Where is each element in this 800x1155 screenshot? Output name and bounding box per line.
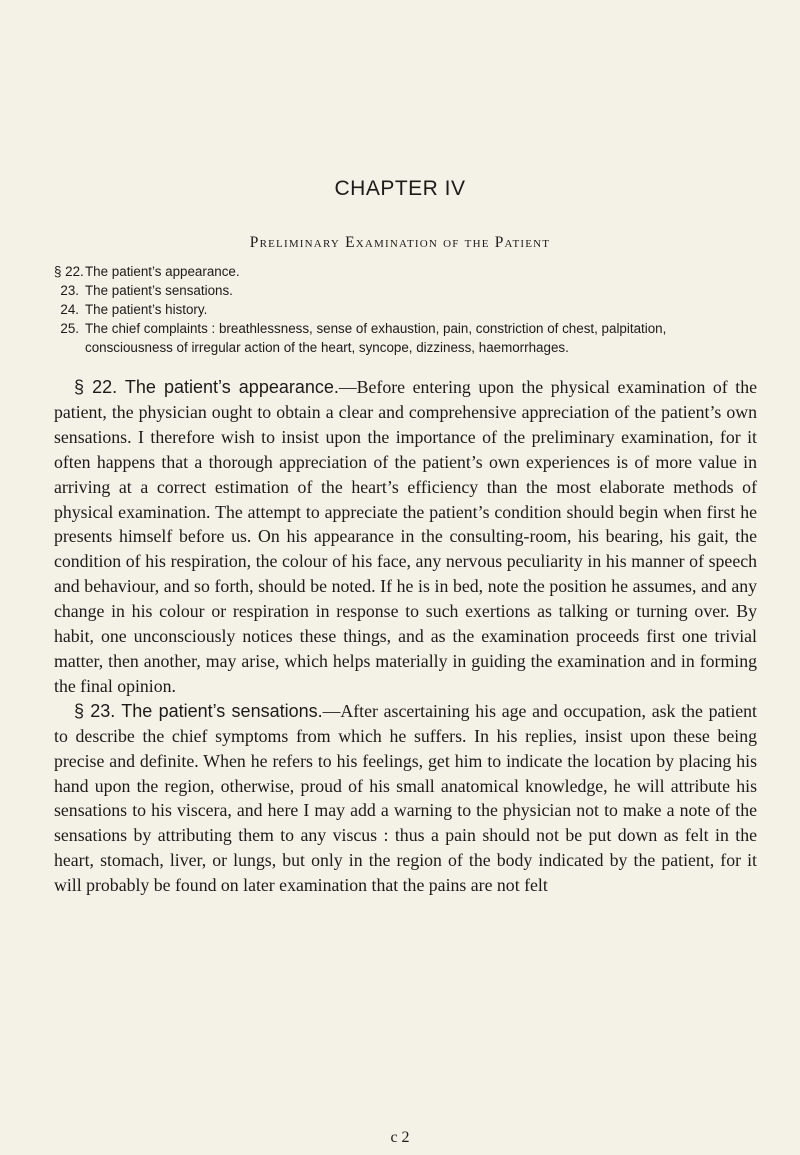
contents-item-text: The patient’s appearance. (85, 264, 240, 279)
chapter-subtitle: Preliminary Examination of the Patient (249, 234, 551, 251)
chapter-title: CHAPTER IV (334, 177, 466, 200)
contents-item-text: The patient’s history. (85, 302, 208, 317)
contents-item-number: § 22. (54, 264, 84, 279)
section-text: —After ascertaining his age and occupation, ask the patient to describe the chief symptoms from which he suffers. In his replies, insist upon these being precise and definite. When he refers to his feelings, get him to indicate the location by placing his hand upon the region, otherwise, proud of his small anatomical knowledge, he will attribute his sensations to his viscera, and here I may add a warning to the physician not to make a note of the sensations by attributing them to any viscus : thus a pain should not be put down as felt in the heart, stomach, liver, or lungs, but only in the region of the body indicated by the patient, for it will probably be found on later examination that the pains are not felt (54, 700, 757, 896)
section-heading: § 23. The patient’s sensations. (74, 700, 323, 721)
signature-mark: c 2 (390, 1129, 410, 1146)
chapter-contents (54, 262, 754, 357)
contents-item-number: 23. (60, 283, 79, 298)
contents-item-number: 24. (60, 302, 79, 317)
section-heading: § 22. The patient’s appearance. (74, 377, 339, 397)
section-paragraph (54, 375, 757, 699)
section-paragraph (54, 699, 757, 898)
contents-item (54, 281, 754, 300)
section-text: —Before entering upon the physical examination of the patient, the physician ought to obtain a clear and comprehensive appreciation of the patient’s own sensations. I therefore wish to insist upon the importance of the preliminary examination, for it often happens that a thorough appreciation of the patient’s own experiences is of more value in arriving at a correct estimation of the heart’s efficiency than the most elaborate methods of physical examination. The attempt to appreciate the patient’s condition should begin when first he presents himself before us. On his appearance in the consulting-room, his bearing, his gait, the condition of his respiration, the colour of his face, any nervous peculiarity in his manner of speech and behaviour, and so forth, should be noted. If he is in bed, note the position he assumes, and any change in his colour or respiration in response to such exertions as talking or turning over. By habit, one unconsciously notices these things, and as the examination proceeds first one trivial matter, then another, may arise, which helps materially in guiding the examination and in forming the final opinion. (54, 377, 757, 696)
contents-item (54, 262, 754, 281)
contents-item-text: The chief complaints : breathlessness, sense of exhaustion, pain, constriction of chest, palpitation, consciousness of irregular action of the heart, syncope, dizziness, haemorrhages. (85, 321, 667, 355)
contents-item (54, 319, 754, 357)
body-text (54, 375, 757, 898)
contents-item-text: The patient’s sensations. (85, 283, 233, 298)
contents-item (54, 300, 754, 319)
contents-item-number: 25. (60, 321, 79, 336)
